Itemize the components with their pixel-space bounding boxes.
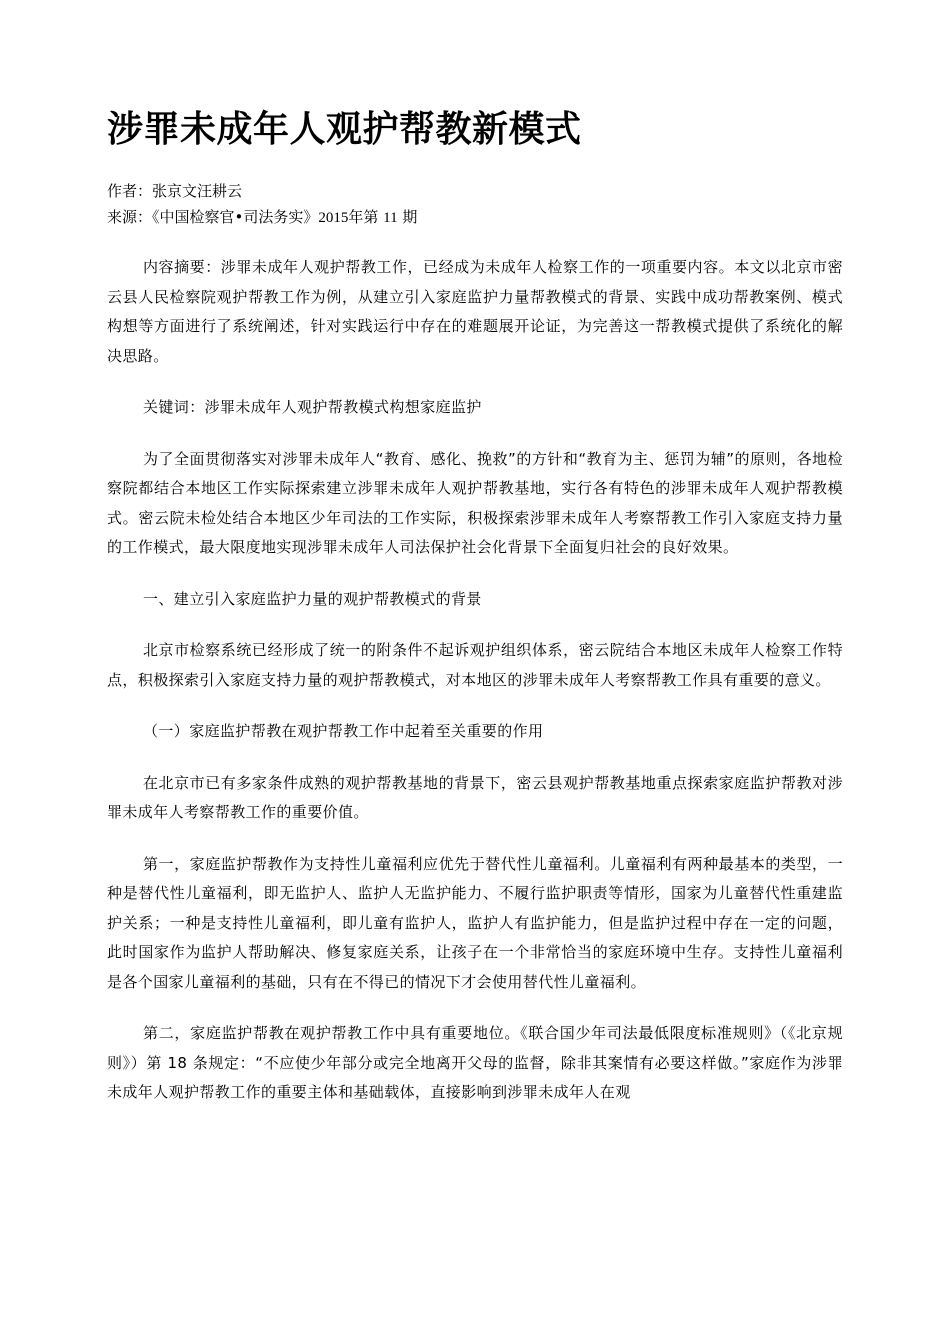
source-line	[107, 204, 843, 231]
keywords-paragraph: 关键词：涉罪未成年人观护帮教模式构想家庭监护	[143, 398, 482, 416]
abstract-paragraph: 内容摘要：涉罪未成年人观护帮教工作，已经成为未成年人检察工作的一项重要内容。本文以北京市密云县人民检察院观护帮教工作为例，从建立引入家庭监护力量帮教模式的背景、实践中成功帮教案例、模式构想等方面进行了系统阐述，针对实践运行中存在的难题展开论证，为完善这一帮教模式提供了系统化的解决思路。	[107, 258, 843, 365]
subsection-heading-1: （一）家庭监护帮教在观护帮教工作中起着至关重要的作用	[143, 722, 544, 740]
author-line: 作者：张京文汪耕云	[107, 182, 243, 200]
section1-paragraph-1: 北京市检察系统已经形成了统一的附条件不起诉观护组织体系，密云院结合本地区未成年人检察工作特点，积极探索引入家庭支持力量的观护帮教模式，对本地区的涉罪未成年人考察帮教工作具有重要的意义。	[107, 641, 843, 689]
section-heading-1: 一、建立引入家庭监护力量的观护帮教模式的背景	[143, 589, 482, 608]
source-mid: 年第	[348, 208, 379, 226]
document-page	[107, 104, 843, 1130]
source-year: 2015	[318, 210, 349, 226]
source-prefix: 来源：《中国检察官•司法务实》	[107, 208, 319, 226]
subsection1-paragraph-1: 在北京市已有多家条件成熟的观护帮教基地的背景下，密云县观护帮教基地重点探索家庭监护帮教对涉罪未成年人考察帮教工作的重要价值。	[107, 773, 843, 821]
article-meta	[107, 178, 843, 231]
subsection1-paragraph-3: 第二，家庭监护帮教在观护帮教工作中具有重要地位。《联合国少年司法最低限度标准规则》（《北京规则》）第 18 条规定：“不应使少年部分或完全地离开父母的监督，除非其案情有必要这样做。”家庭作为涉罪未成年人观护帮教工作的重要主体和基础载体，直接影响到涉罪未成年人在观	[107, 1024, 843, 1101]
intro-paragraph: 为了全面贯彻落实对涉罪未成年人“教育、感化、挽救”的方针和“教育为主、惩罚为辅”的原则，各地检察院都结合本地区工作实际探索建立涉罪未成年人观护帮教基地，实行各有特色的涉罪未成年人观护帮教模式。密云院未检处结合本地区少年司法的工作实际，积极探索涉罪未成年人考察帮教工作引入家庭支持力量的工作模式，最大限度地实现涉罪未成年人司法保护社会化背景下全面复归社会的良好效果。	[107, 449, 843, 556]
source-suffix: 期	[402, 208, 418, 226]
source-issue: 11	[383, 210, 398, 226]
subsection1-paragraph-2: 第一，家庭监护帮教作为支持性儿童福利应优先于替代性儿童福利。儿童福利有两种最基本的类型，一种是替代性儿童福利，即无监护人、监护人无监护能力、不履行监护职责等情形，国家为儿童替代性重建监护关系；一种是支持性儿童福利，即儿童有监护人，监护人有监护能力，但是监护过程中存在一定的问题，此时国家作为监护人帮助解决、修复家庭关系，让孩子在一个非常恰当的家庭环境中生存。支持性儿童福利是各个国家儿童福利的基础，只有在不得已的情况下才会使用替代性儿童福利。	[107, 854, 843, 991]
article-title: 涉罪未成年人观护帮教新模式	[107, 109, 582, 150]
